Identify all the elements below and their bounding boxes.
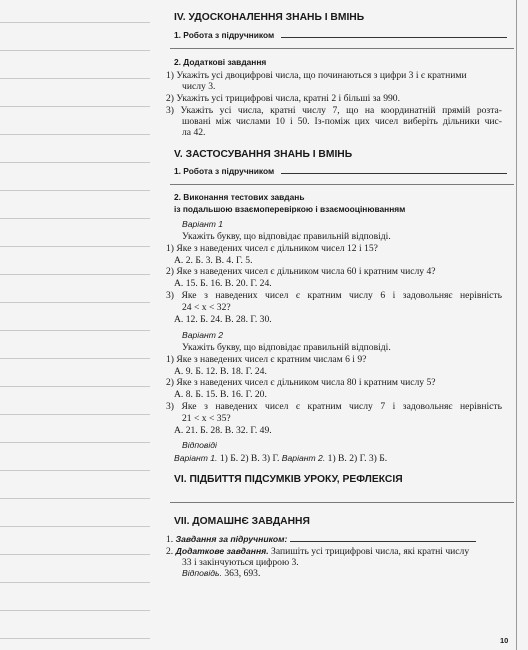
section-5-item-2-subtitle: із подальшою взаємоперевіркою і взаємооцінюванням bbox=[174, 204, 406, 214]
note-line bbox=[0, 414, 150, 415]
item-number: 1. bbox=[166, 534, 174, 545]
section-5-title: V. ЗАСТОСУВАННЯ ЗНАНЬ І ВМІНЬ bbox=[174, 149, 353, 160]
note-line bbox=[0, 386, 150, 387]
section-7-title: VII. ДОМАШНЄ ЗАВДАННЯ bbox=[174, 516, 310, 527]
note-line bbox=[0, 218, 150, 219]
textbook-work-label: 1. Робота з підручником bbox=[174, 30, 275, 40]
note-line bbox=[0, 470, 150, 471]
answer-options: А. 9. Б. 12. В. 18. Г. 24. bbox=[174, 366, 267, 377]
homework-extra-text: Запишіть усі трицифрові числа, які кратні числу bbox=[271, 546, 470, 557]
answer-options: А. 8. Б. 15. В. 16. Г. 20. bbox=[174, 389, 267, 400]
note-line bbox=[0, 78, 150, 79]
note-line bbox=[0, 498, 150, 499]
task-line: ла 42. bbox=[182, 127, 206, 138]
task-line: 1) Укажіть усі двоцифрові числа, що починаються з цифри 3 і є кратними bbox=[166, 70, 467, 81]
answer-options: А. 12. Б. 24. В. 28. Г. 30. bbox=[174, 314, 272, 325]
question: 2) Яке з наведених чисел є дільником числа 60 і кратним числу 4? bbox=[166, 266, 436, 277]
answers-line bbox=[174, 453, 387, 464]
note-line bbox=[0, 358, 150, 359]
answer-label: Відповідь. bbox=[182, 568, 222, 578]
question: 3) Яке з наведених чисел є кратним числу 6 і задовольняє нерівність bbox=[166, 290, 502, 301]
question: 1) Яке з наведених чисел є дільником чисел 12 і 15? bbox=[166, 243, 378, 254]
note-line bbox=[0, 162, 150, 163]
fill-in-line[interactable] bbox=[290, 541, 476, 542]
homework-answer bbox=[182, 568, 260, 579]
answers-variant-2: 1) В. 2) Г. 3) Б. bbox=[327, 453, 388, 464]
note-line bbox=[0, 638, 150, 639]
section-5-item-1 bbox=[174, 166, 507, 176]
answer-options: А. 2. Б. 3. В. 4. Г. 5. bbox=[174, 255, 253, 266]
note-line bbox=[0, 134, 150, 135]
instruction: Укажіть букву, що відповідає правильній відповіді. bbox=[182, 342, 391, 353]
homework-extra-text-line-2: 33 і закінчуються цифрою 3. bbox=[182, 557, 299, 568]
textbook-work-label: 1. Робота з підручником bbox=[174, 166, 275, 176]
homework-item-2 bbox=[166, 546, 469, 557]
note-line bbox=[0, 22, 150, 23]
section-4-item-2: 2. Додаткові завдання bbox=[174, 57, 267, 67]
answers-title: Відповіді bbox=[182, 440, 217, 450]
note-line bbox=[0, 106, 150, 107]
note-line bbox=[0, 50, 150, 51]
inequality: 21 < x < 35? bbox=[182, 413, 231, 424]
variant-1-title: Варіант 1 bbox=[182, 219, 224, 229]
page-number: 10 bbox=[500, 636, 509, 645]
note-line bbox=[0, 442, 150, 443]
note-line bbox=[0, 274, 150, 275]
question: 2) Яке з наведених чисел є дільником числа 80 і кратним числу 5? bbox=[166, 377, 436, 388]
fill-in-line[interactable] bbox=[281, 37, 507, 38]
section-divider bbox=[170, 184, 514, 185]
section-6-title: VI. ПІДБИТТЯ ПІДСУМКІВ УРОКУ, РЕФЛЕКСІЯ bbox=[174, 474, 403, 485]
note-line bbox=[0, 302, 150, 303]
section-divider bbox=[170, 48, 514, 49]
note-line bbox=[0, 554, 150, 555]
instruction: Укажіть букву, що відповідає правильній відповіді. bbox=[182, 231, 391, 242]
homework-item-1 bbox=[166, 534, 476, 545]
answer-options: А. 15. Б. 16. В. 20. Г. 24. bbox=[174, 278, 272, 289]
section-4-title: IV. УДОСКОНАЛЕННЯ ЗНАНЬ І ВМІНЬ bbox=[174, 12, 365, 23]
item-number: 2. bbox=[166, 546, 174, 557]
answers-variant-2-label: Варіант 2. bbox=[281, 453, 326, 463]
task-line: шовані між числами 10 і 50. Із-поміж цих чисел виберіть дільники чис- bbox=[182, 116, 502, 127]
answers-variant-1-label: Варіант 1. bbox=[174, 453, 218, 463]
homework-textbook-label: Завдання за підручником: bbox=[175, 534, 288, 544]
question: 3) Яке з наведених чисел є кратним числу 7 і задовольняє нерівність bbox=[166, 401, 502, 412]
note-line bbox=[0, 190, 150, 191]
task-line: 3) Укажіть усі числа, кратні числу 7, що на координатній прямій розта- bbox=[166, 105, 502, 116]
answers-variant-1: 1) Б. 2) В. 3) Г. bbox=[219, 453, 280, 464]
note-line bbox=[0, 526, 150, 527]
task-line: 2) Укажіть усі трицифрові числа, кратні 2 і більші за 990. bbox=[166, 93, 400, 104]
question: 1) Яке з наведених чисел є кратним числам 6 і 9? bbox=[166, 354, 367, 365]
fill-in-line[interactable] bbox=[281, 173, 507, 174]
note-line bbox=[0, 246, 150, 247]
section-5-item-2: 2. Виконання тестових завдань bbox=[174, 192, 305, 202]
note-line bbox=[0, 582, 150, 583]
section-divider bbox=[170, 502, 514, 503]
note-line bbox=[0, 330, 150, 331]
lesson-content bbox=[160, 0, 512, 650]
right-margin-rule bbox=[516, 0, 517, 650]
task-line: числу 3. bbox=[182, 81, 216, 92]
section-4-item-1 bbox=[174, 30, 507, 40]
answer-value: 363, 693. bbox=[224, 568, 261, 579]
variant-2-title: Варіант 2 bbox=[182, 330, 224, 340]
note-line bbox=[0, 610, 150, 611]
homework-extra-label: Додаткове завдання. bbox=[175, 546, 269, 556]
answer-options: А. 21. Б. 28. В. 32. Г. 49. bbox=[174, 425, 272, 436]
inequality: 24 < x < 32? bbox=[182, 302, 231, 313]
